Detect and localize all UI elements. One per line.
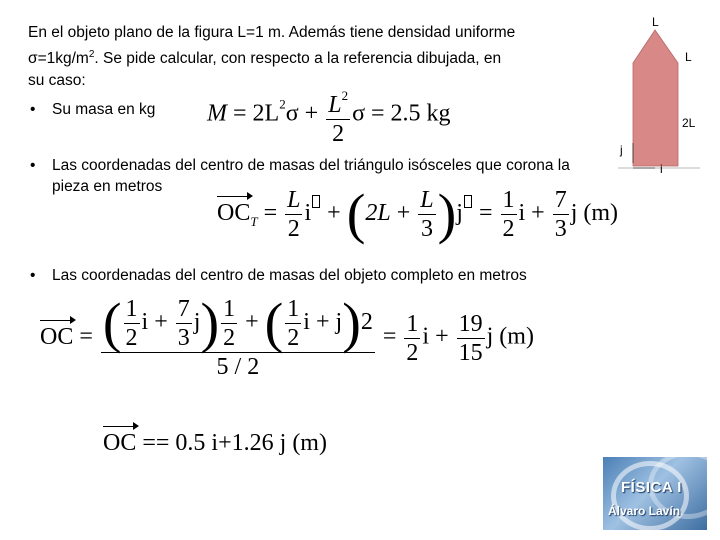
tot-eq-sign: = [79,323,93,350]
dec-eq-sign: == [142,430,170,456]
object-figure [610,8,710,178]
tot-big-fraction: ( $\frac{1}{2}$ i + $\frac{7}{3}$ j) $\frac{1}{2}$ + ( $\frac{1}{2}$ i + j)2 5 / 2 [102,292,373,380]
label-j: j [620,143,623,157]
tri-eq-sign: = [263,200,278,227]
logo-title: FÍSICA I [621,479,682,496]
dec-i: i [211,430,219,456]
tot-eq-sign-2: = [382,323,397,350]
tri-paren-term: 2L [365,200,391,227]
mass-eq-sign-2: = [371,100,385,127]
dec-x: 0.5 [175,430,206,456]
mass-frac-num: L [328,92,342,118]
tri-eq-sign-2: = [478,200,493,227]
fisica-logo [603,457,707,530]
dec-y: 1.26 [231,430,274,456]
decimal-result-equation [103,430,327,457]
label-i: i [660,162,663,176]
bullet-marker: • [30,157,36,174]
mass-fraction [326,82,350,148]
label-top-l: L [652,15,659,29]
mass-term1-exp: 2 [279,96,286,112]
vector-oc-t: OC [217,200,251,227]
mass-sigma: σ [285,100,299,127]
tot-unit: (m) [499,323,534,350]
tri-frac-3: $\frac{1}{2}$ [502,187,515,242]
dec-j: j [279,430,287,456]
dec-plus: + [218,430,232,456]
right-paren: ) [437,183,457,246]
mass-equation [207,82,451,148]
unit-vector-hat [464,195,472,208]
vector-sub-t: T [250,214,258,230]
intro-line-1: En el objeto plano de la figura L=1 m. Además tiene densidad uniforme [28,24,516,41]
vector-oc-dec: OC [103,430,137,456]
intro-density-exp: 2 [88,49,95,60]
mass-frac-num-exp: 2 [341,88,349,103]
tri-frac-2: $\frac{L}{3}$ [420,187,434,242]
mass-result: 2.5 kg [390,100,451,127]
tri-i: i [304,200,312,227]
tri-plus-2: + [396,200,411,227]
tot-den: 5 / 2 [216,354,260,380]
mass-sigma-2: σ [352,100,365,127]
bullet-marker: • [30,101,36,118]
mass-lhs: M [207,100,227,127]
left-paren: ( [346,183,366,246]
intro-line-2-rest: . Se pide calcular, con respecto a la referencia dibujada, en [94,50,502,68]
tri-i-2: i [518,200,526,227]
tri-j-2: j [570,200,578,227]
bullet-total [30,265,527,286]
tot-result-x: $\frac{1}{2}$ [406,310,419,366]
unit-vector-hat [312,195,320,208]
bullet-mass [30,99,155,120]
mass-plus: + [304,100,319,127]
logo-author: Álvaro Lavín [608,504,681,518]
bullet-triangle-text: Las coordenadas del centro de masas del triángulo isósceles que corona la pieza en metros [52,157,570,195]
tot-result-y: $\frac{19}{15}$ [458,310,483,366]
tri-plus-3: + [531,200,545,227]
bullet-mass-text: Su masa en kg [52,101,156,118]
label-side-l: L [685,50,692,64]
triangle-centroid-equation [217,183,619,246]
total-centroid-equation: OC = ( $\frac{1}{2}$ i + $\frac{7}{3}$ j) $\frac{1}{2}$ + ( $\frac{1}{2}$ i + j)2 5 / 2 = $\frac{1}{2}$ i + $\frac{19}{15}$ j (m) [40,292,534,380]
dec-unit: (m) [292,430,327,456]
tri-j: j [456,200,463,227]
bullet-marker: • [30,267,36,284]
bullet-total-text: Las coordenadas del centro de masas del objeto completo en metros [52,267,527,284]
label-2l: 2L [682,116,696,130]
mass-frac-den: 2 [332,121,345,147]
intro-line-3: su caso: [28,72,86,90]
tri-plus: + [327,200,341,227]
vector-oc: OC [40,323,74,350]
tri-frac-4: $\frac{7}{3}$ [554,187,567,242]
mass-term1: 2L [252,100,280,127]
intro-density: σ=1kg/m [28,50,89,68]
tri-unit: (m) [583,200,619,227]
mass-eq-sign: = [233,100,247,127]
intro-line-2 [28,44,608,70]
figure-shape [633,30,678,166]
tri-frac-1: $\frac{L}{2}$ [287,187,301,242]
